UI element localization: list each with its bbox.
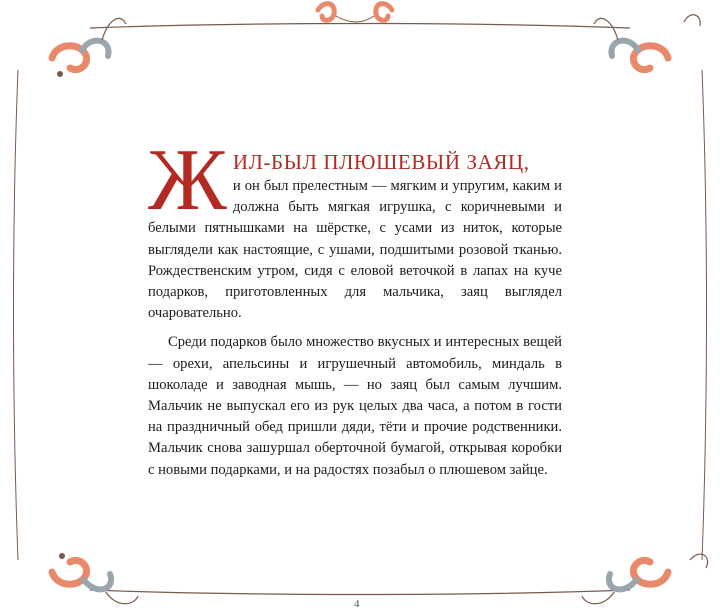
paragraph-2: Среди подарков было множество вкусных и интересных вещей — орехи, апельсины и игрушечный автомобиль, миндаль в шоколаде и заводная мышь, — но заяц был самым лучшим. Мальчик не выпускал его из рук целых два часа, а потом в гости на праздничный обед пришли дяди, тёти и прочие родственники. Мальчик снова зашуршал оберточной бумагой, открывая коробки с новыми подарками, и на радостях позабыл о плюшевом зайце. xyxy=(148,334,562,478)
story-title: ИЛ-БЫЛ ПЛЮШЕВЫЙ ЗАЯЦ, xyxy=(232,150,530,174)
corner-flourish-icon xyxy=(594,15,700,70)
corner-flourish-icon xyxy=(52,18,126,77)
story-text xyxy=(148,132,562,481)
corner-flourish-icon xyxy=(52,553,138,604)
page-number: 4 xyxy=(354,598,360,610)
corner-flourish-icon xyxy=(582,554,708,604)
drop-cap: Ж xyxy=(148,132,227,229)
paragraph-1: и он был прелестным — мягким и упругим, каким и должна быть мягкая игрушка, с коричневыми и белыми пятнышками на шёрстке, с усами из ниток, которые выглядели как настоящие, с ушами, подшитыми розовой тканью. Рождественским утром, сидя с еловой веточкой в лапах на куче подарков, приготовленных для мальчика, заяц выглядел очаровательно. xyxy=(148,178,562,322)
scroll-swirl-icon xyxy=(318,4,392,22)
